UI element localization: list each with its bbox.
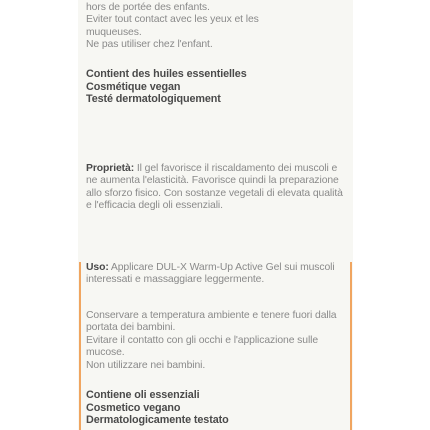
french-claim: Cosmétique vegan bbox=[86, 80, 181, 93]
eye-warning-text: Evitare il contatto con gli occhi e l'applicazione sulle mucose. bbox=[86, 334, 319, 359]
accent-border-left bbox=[79, 262, 81, 430]
italian-properties-paragraph bbox=[86, 163, 348, 213]
italian-claim: Contiene oli essenziali bbox=[86, 389, 200, 401]
french-warning-line: Ne pas utiliser chez l'enfant. bbox=[86, 39, 213, 51]
french-claim: Testé dermatologiquement bbox=[86, 93, 221, 106]
french-warning-line: hors de portée des enfants. bbox=[86, 2, 210, 13]
french-warning-line: Eviter tout contact avec les yeux et les bbox=[86, 14, 259, 26]
italian-claim: Dermatologicamente testato bbox=[86, 414, 229, 427]
italian-claims-block bbox=[86, 389, 348, 427]
italian-usage-paragraph bbox=[86, 262, 348, 287]
properties-label: Proprietà: bbox=[86, 163, 135, 174]
french-warning-line: muqueuses. bbox=[86, 26, 142, 38]
italian-claim: Cosmetico vegano bbox=[86, 401, 181, 414]
french-claim: Contient des huiles essentielles bbox=[86, 68, 247, 80]
accent-border-right bbox=[350, 262, 352, 430]
italian-usage-block bbox=[86, 262, 348, 287]
storage-text: Conservare a temperatura ambiente e tenere fuori dalla portata dei bambini. bbox=[86, 310, 337, 334]
french-claims-block bbox=[86, 68, 348, 106]
usage-text: Applicare DUL-X Warm-Up Active Gel sui muscoli interessati e massaggiare leggermente. bbox=[86, 262, 335, 286]
italian-warnings-block bbox=[86, 310, 348, 372]
properties-text: Il gel favorisce il riscaldamento dei muscoli e ne aumenta l'elasticità. Favorisce quindi la preparazione allo sforzo fisico. Con sostanze vegetali di elevata qualità e l'efficacia degli oli essenziali. bbox=[86, 163, 343, 212]
child-warning-text: Non utilizzare nei bambini. bbox=[86, 359, 206, 371]
italian-properties-block bbox=[86, 163, 348, 213]
usage-label: Uso: bbox=[86, 262, 109, 273]
french-warning-block bbox=[86, 2, 348, 52]
